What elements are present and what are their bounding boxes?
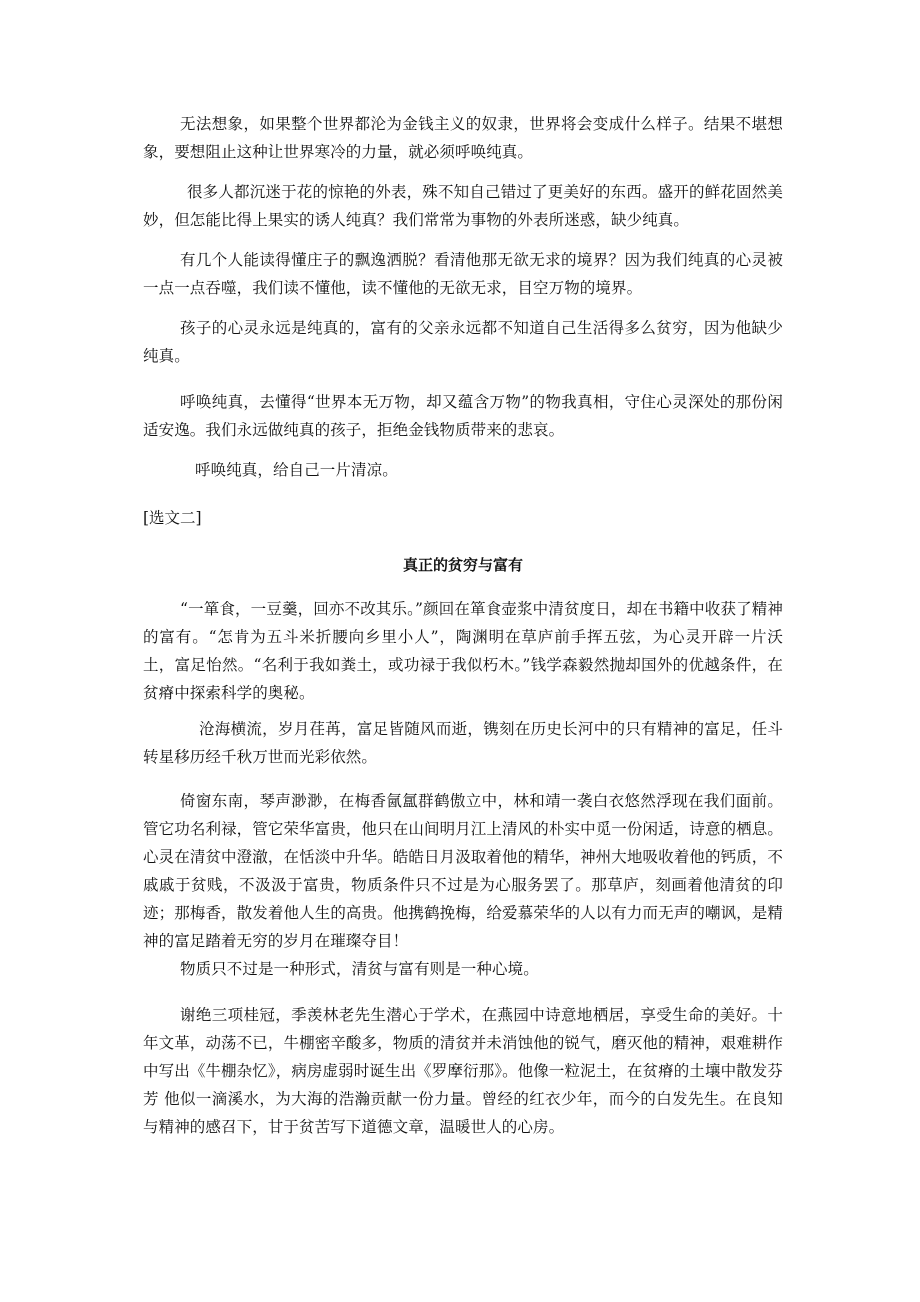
paragraph: 孩子的心灵永远是纯真的，富有的父亲永远都不知道自己生活得多么贫穷，因为他缺少纯真。 xyxy=(143,319,783,365)
paragraph: 沧海横流，岁月荏苒，富足皆随风而逝，镌刻在历史长河中的只有精神的富足，任斗转星移历经千秋万世而光彩依然。 xyxy=(143,720,783,766)
article-title: 真正的贫穷与富有 xyxy=(402,556,523,574)
paragraph: 物质只不过是一种形式，清贫与富有则是一种心境。 xyxy=(180,960,539,978)
paragraph: 呼唤纯真，去懂得“世界本无万物，却又蕴含万物”的物我真相，守住心灵深处的那份闲适安逸。我们永远做纯真的孩子，拒绝金钱物质带来的悲哀。 xyxy=(143,393,783,439)
paragraph: 无法想象，如果整个世界都沦为金钱主义的奴隶，世界将会变成什么样子。结果不堪想象，要想阻止这种让世界寒冷的力量，就必须呼唤纯真。 xyxy=(143,115,783,161)
paragraph: 呼唤纯真，给自己一片清凉。 xyxy=(195,461,398,479)
paragraph: “一箪食，一豆羹，回亦不改其乐。”颜回在箪食壶浆中清贫度日，却在书籍中收获了精神的富有。“怎肯为五斗米折腰向乡里小人”，陶渊明在草庐前手挥五弦，为心灵开辟一片沃土，富足怡然。“名利于我如粪土，或功禄于我似朽木。”钱学森毅然抛却国外的优越条件，在贫瘠中探索科学的奥秘。 xyxy=(143,600,783,702)
paragraph: 很多人都沉迷于花的惊艳的外表，殊不知自己错过了更美好的东西。盛开的鲜花固然美妙，但怎能比得上果实的诱人纯真？我们常常为事物的外表所迷惑，缺少纯真。 xyxy=(143,183,783,229)
paragraph: 谢绝三项桂冠，季羡林老先生潜心于学术，在燕园中诗意地栖居，享受生命的美好。十年文革，动荡不已，牛棚密辛酸多，物质的清贫并未消蚀他的锐气，磨灭他的精神，艰难耕作中写出《牛棚杂忆》，病房虚弱时诞生出《罗摩衍那》。他像一粒泥土，在贫瘠的土壤中散发芬芳 他似一滴溪水，为大海的浩瀚贡献一份力量。曾经的红衣少年，而今的白发先生。在良知与精神的感召下，甘于贫苦写下道德文章，温暖世人的心房。 xyxy=(143,1006,783,1136)
section-label: [选文二] xyxy=(143,509,202,527)
paragraph: 有几个人能读得懂庄子的飘逸洒脱？看清他那无欲无求的境界？因为我们纯真的心灵被一点一点吞噬，我们读不懂他，读不懂他的无欲无求，目空万物的境界。 xyxy=(143,251,783,297)
paragraph: 倚窗东南，琴声渺渺，在梅香氤氲群鹤傲立中，林和靖一袭白衣悠然浮现在我们面前。管它功名利禄，管它荣华富贵，他只在山间明月江上清风的朴实中觅一份闲适，诗意的栖息。心灵在清贫中澄澈，在恬淡中升华。皓皓日月汲取着他的精华，神州大地吸收着他的钙质，不戚戚于贫贱，不汲汲于富贵，物质条件只不过是为心服务罢了。那草庐，刻画着他清贫的印迹；那梅香，散发着他人生的高贵。他携鹤挽梅，给爱慕荣华的人以有力而无声的嘲讽，是精神的富足踏着无穷的岁月在璀璨夺目！ xyxy=(143,792,783,950)
